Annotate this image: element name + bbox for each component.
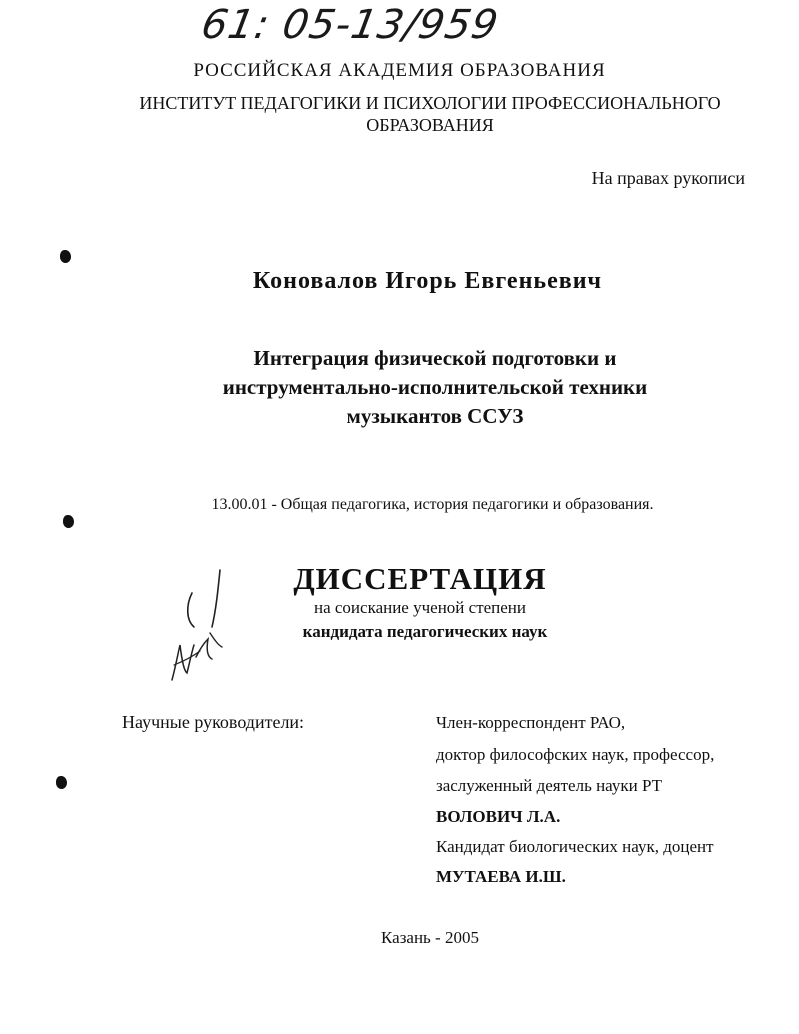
institute-line-1: ИНСТИТУТ ПЕДАГОГИКИ И ПСИХОЛОГИИ ПРОФЕССИОНАЛЬНОГО xyxy=(139,93,721,113)
academy-name: РОССИЙСКАЯ АКАДЕМИЯ ОБРАЗОВАНИЯ xyxy=(193,60,606,81)
institute-line-2: ОБРАЗОВАНИЯ xyxy=(366,115,494,135)
supervisor-name: ВОЛОВИЧ Л.А. xyxy=(436,807,561,826)
institute-name xyxy=(120,92,740,136)
supervisor-line: Член-корреспондент РАО, xyxy=(436,713,626,732)
degree-line-1: на соискание ученой степени xyxy=(313,598,527,617)
title-line-2: инструментально-исполнительской техники xyxy=(222,375,648,399)
archive-number-stamp: 61: 05-13/959 xyxy=(197,2,503,48)
dissertation-heading: ДИССЕРТАЦИЯ xyxy=(293,561,547,596)
supervisor-line: Кандидат биологических наук, доцент xyxy=(436,837,714,856)
degree-line-2: кандидата педагогических наук xyxy=(302,622,548,641)
author-name: Коновалов Игорь Евгеньевич xyxy=(252,268,603,294)
binding-hole-mark xyxy=(56,776,67,789)
title-line-3: музыкантов ССУЗ xyxy=(346,404,524,428)
handwritten-signature xyxy=(160,565,240,695)
supervisor-line: доктор философских наук, профессор, xyxy=(436,745,715,764)
supervisor-name: МУТАЕВА И.Ш. xyxy=(436,867,566,886)
binding-hole-mark xyxy=(63,515,74,528)
binding-hole-mark xyxy=(60,250,71,263)
rights-note: На правах рукописи xyxy=(591,168,745,188)
supervisor-line: заслуженный деятель науки РТ xyxy=(436,776,663,795)
specialty-code: 13.00.01 - Общая педагогика, история педагогики и образования. xyxy=(211,496,654,513)
city-year: Казань - 2005 xyxy=(381,928,479,947)
supervisors-label: Научные руководители: xyxy=(122,712,305,732)
title-line-1: Интеграция физической подготовки и xyxy=(253,346,617,370)
dissertation-title xyxy=(180,344,690,431)
